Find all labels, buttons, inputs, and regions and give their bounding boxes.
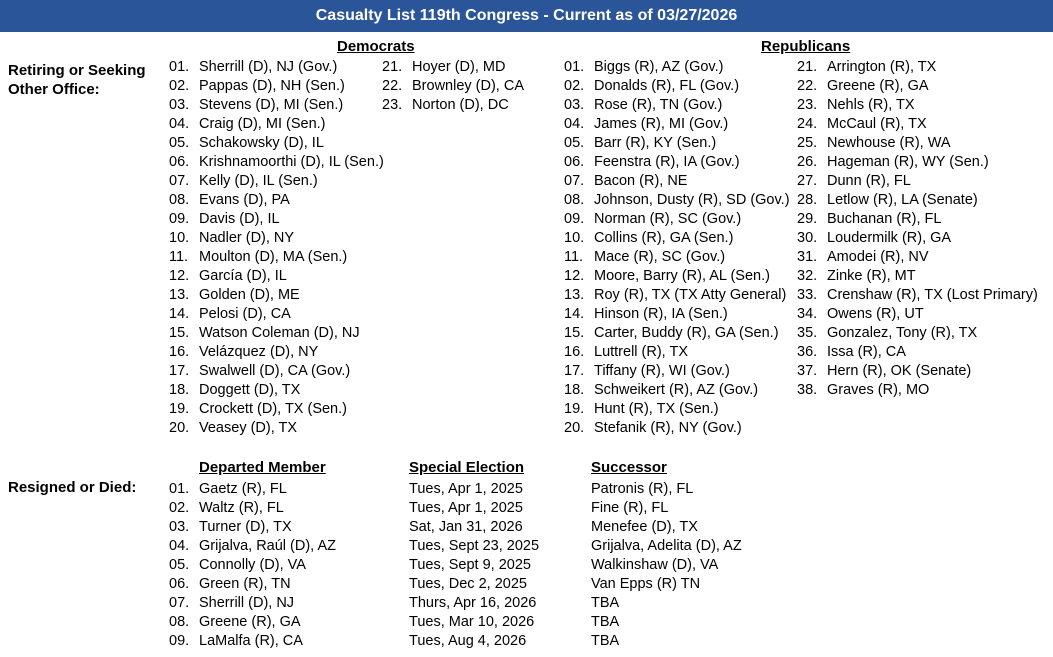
list-item bbox=[564, 77, 790, 96]
departed-member-name: Waltz (R), FL bbox=[199, 500, 284, 516]
list-item-number: 18. bbox=[564, 382, 585, 398]
special-election-date: Tues, Mar 10, 2026 bbox=[409, 614, 535, 630]
table-row bbox=[169, 537, 336, 556]
list-item-number: 10. bbox=[564, 230, 585, 246]
departed-member-name: Gaetz (R), FL bbox=[199, 481, 287, 497]
list-item bbox=[169, 96, 384, 115]
list-item bbox=[169, 343, 384, 362]
departed-member-header: Departed Member bbox=[199, 459, 326, 476]
row-number: 06. bbox=[169, 576, 190, 592]
special-election-date: Tues, Apr 1, 2025 bbox=[409, 481, 523, 497]
list-item-name: Collins (R), GA (Sen.) bbox=[594, 230, 734, 246]
table-row bbox=[169, 613, 336, 632]
row-number: 05. bbox=[169, 557, 190, 573]
departed-member-name: Sherrill (D), NJ bbox=[199, 595, 295, 611]
list-item-number: 31. bbox=[797, 249, 818, 265]
list-item-name: Johnson, Dusty (R), SD (Gov.) bbox=[594, 192, 790, 208]
list-item-name: Greene (R), GA bbox=[827, 78, 929, 94]
list-item-number: 08. bbox=[169, 192, 190, 208]
row-number: 04. bbox=[169, 538, 190, 554]
list-item-number: 04. bbox=[564, 116, 585, 132]
list-item-number: 20. bbox=[564, 420, 585, 436]
successor-name: Fine (R), FL bbox=[591, 500, 669, 516]
list-item bbox=[169, 172, 384, 191]
republicans-header: Republicans bbox=[761, 38, 851, 55]
list-item-number: 13. bbox=[169, 287, 190, 303]
list-item bbox=[169, 191, 384, 210]
list-item-name: Hoyer (D), MD bbox=[412, 59, 506, 75]
list-item bbox=[169, 248, 384, 267]
list-item bbox=[797, 153, 1038, 172]
special-election-date: Tues, Sept 9, 2025 bbox=[409, 557, 531, 573]
list-item-number: 17. bbox=[564, 363, 585, 379]
list-item-name: Stefanik (R), NY (Gov.) bbox=[594, 420, 742, 436]
list-item bbox=[169, 286, 384, 305]
list-item-name: García (D), IL bbox=[199, 268, 287, 284]
list-item bbox=[797, 229, 1038, 248]
list-item-name: Letlow (R), LA (Senate) bbox=[827, 192, 978, 208]
list-item-number: 19. bbox=[169, 401, 190, 417]
list-item bbox=[564, 343, 790, 362]
special-election-date: Tues, Aug 4, 2026 bbox=[409, 633, 527, 649]
successor-name: Walkinshaw (D), VA bbox=[591, 557, 719, 573]
list-item-name: McCaul (R), TX bbox=[827, 116, 927, 132]
list-item bbox=[169, 267, 384, 286]
special-election-column bbox=[409, 480, 539, 651]
list-item-number: 29. bbox=[797, 211, 818, 227]
list-item-name: Feenstra (R), IA (Gov.) bbox=[594, 154, 740, 170]
list-item-number: 15. bbox=[564, 325, 585, 341]
list-item bbox=[797, 96, 1038, 115]
list-item bbox=[382, 77, 524, 96]
list-item bbox=[564, 324, 790, 343]
list-item bbox=[797, 134, 1038, 153]
list-item bbox=[564, 172, 790, 191]
table-row bbox=[169, 575, 336, 594]
list-item-number: 36. bbox=[797, 344, 818, 360]
list-item bbox=[169, 153, 384, 172]
list-item bbox=[797, 191, 1038, 210]
successor-name: TBA bbox=[591, 595, 620, 611]
list-item-name: Hunt (R), TX (Sen.) bbox=[594, 401, 719, 417]
special-election-date: Sat, Jan 31, 2026 bbox=[409, 519, 523, 535]
table-row bbox=[169, 480, 336, 499]
list-item bbox=[797, 324, 1038, 343]
list-item-name: Doggett (D), TX bbox=[199, 382, 301, 398]
list-item bbox=[564, 58, 790, 77]
successor-name: TBA bbox=[591, 614, 620, 630]
list-item-number: 09. bbox=[564, 211, 585, 227]
list-item bbox=[797, 381, 1038, 400]
list-item-number: 13. bbox=[564, 287, 585, 303]
list-item bbox=[797, 77, 1038, 96]
row-number: 07. bbox=[169, 595, 190, 611]
list-item-number: 15. bbox=[169, 325, 190, 341]
list-item-name: Nehls (R), TX bbox=[827, 97, 915, 113]
list-item-name: Biggs (R), AZ (Gov.) bbox=[594, 59, 724, 75]
list-item-name: Swalwell (D), CA (Gov.) bbox=[199, 363, 351, 379]
list-item-name: Hern (R), OK (Senate) bbox=[827, 363, 972, 379]
list-item-name: Newhouse (R), WA bbox=[827, 135, 951, 151]
republicans-list-col1 bbox=[564, 58, 790, 438]
list-item-name: Buchanan (R), FL bbox=[827, 211, 942, 227]
list-item-number: 02. bbox=[169, 78, 190, 94]
successor-header: Successor bbox=[591, 459, 667, 476]
list-item-number: 19. bbox=[564, 401, 585, 417]
row-number: 08. bbox=[169, 614, 190, 630]
list-item-number: 05. bbox=[564, 135, 585, 151]
special-election-date: Tues, Sept 23, 2025 bbox=[409, 538, 540, 554]
list-item-number: 04. bbox=[169, 116, 190, 132]
list-item bbox=[169, 115, 384, 134]
list-item-number: 34. bbox=[797, 306, 818, 322]
list-item-number: 28. bbox=[797, 192, 818, 208]
list-item-name: Dunn (R), FL bbox=[827, 173, 911, 189]
list-item-name: Tiffany (R), WI (Gov.) bbox=[594, 363, 730, 379]
list-item bbox=[169, 305, 384, 324]
list-item-name: Schakowsky (D), IL bbox=[199, 135, 324, 151]
list-item bbox=[797, 58, 1038, 77]
list-item-number: 27. bbox=[797, 173, 818, 189]
list-item bbox=[564, 419, 790, 438]
successor-name: Menefee (D), TX bbox=[591, 519, 698, 535]
section-label-resigned: Resigned or Died: bbox=[8, 479, 137, 496]
list-item bbox=[564, 191, 790, 210]
list-item-name: Bacon (R), NE bbox=[594, 173, 688, 189]
list-item-number: 23. bbox=[797, 97, 818, 113]
row-number: 02. bbox=[169, 500, 190, 516]
democrats-list-col1 bbox=[169, 58, 384, 438]
list-item-name: Davis (D), IL bbox=[199, 211, 280, 227]
list-item-number: 11. bbox=[169, 249, 189, 265]
list-item bbox=[169, 400, 384, 419]
list-item bbox=[797, 115, 1038, 134]
special-election-date: Tues, Dec 2, 2025 bbox=[409, 576, 527, 592]
list-item bbox=[564, 267, 790, 286]
list-item bbox=[564, 210, 790, 229]
table-row bbox=[169, 518, 336, 537]
list-item-number: 23. bbox=[382, 97, 403, 113]
list-item-name: Veasey (D), TX bbox=[199, 420, 298, 436]
departed-member-name: Connolly (D), VA bbox=[199, 557, 306, 573]
list-item-number: 09. bbox=[169, 211, 190, 227]
republicans-list-col2 bbox=[797, 58, 1038, 400]
list-item bbox=[564, 381, 790, 400]
list-item bbox=[564, 134, 790, 153]
list-item bbox=[169, 324, 384, 343]
list-item-number: 12. bbox=[169, 268, 190, 284]
list-item-number: 11. bbox=[564, 249, 584, 265]
departed-member-name: Green (R), TN bbox=[199, 576, 291, 592]
list-item-number: 17. bbox=[169, 363, 190, 379]
list-item-name: Watson Coleman (D), NJ bbox=[199, 325, 360, 341]
list-item-name: Crockett (D), TX (Sen.) bbox=[199, 401, 347, 417]
list-item-name: Issa (R), CA bbox=[827, 344, 906, 360]
list-item-number: 37. bbox=[797, 363, 818, 379]
list-item-name: Stevens (D), MI (Sen.) bbox=[199, 97, 344, 113]
list-item-name: Nadler (D), NY bbox=[199, 230, 295, 246]
list-item-name: Crenshaw (R), TX (Lost Primary) bbox=[827, 287, 1038, 303]
successor-name: TBA bbox=[591, 633, 620, 649]
list-item bbox=[382, 96, 524, 115]
list-item-name: Sherrill (D), NJ (Gov.) bbox=[199, 59, 338, 75]
list-item-number: 35. bbox=[797, 325, 818, 341]
list-item-name: Roy (R), TX (TX Atty General) bbox=[594, 287, 787, 303]
list-item-name: Hinson (R), IA (Sen.) bbox=[594, 306, 728, 322]
list-item bbox=[564, 153, 790, 172]
list-item-number: 25. bbox=[797, 135, 818, 151]
list-item bbox=[169, 210, 384, 229]
table-row bbox=[169, 499, 336, 518]
list-item bbox=[169, 134, 384, 153]
list-item-number: 10. bbox=[169, 230, 190, 246]
list-item bbox=[797, 286, 1038, 305]
list-item bbox=[169, 58, 384, 77]
row-number: 01. bbox=[169, 481, 190, 497]
list-item-number: 24. bbox=[797, 116, 818, 132]
list-item-number: 07. bbox=[564, 173, 585, 189]
list-item-name: Rose (R), TN (Gov.) bbox=[594, 97, 723, 113]
list-item-number: 32. bbox=[797, 268, 818, 284]
list-item-name: Amodei (R), NV bbox=[827, 249, 929, 265]
list-item-number: 22. bbox=[797, 78, 818, 94]
list-item-number: 08. bbox=[564, 192, 585, 208]
table-row bbox=[169, 594, 336, 613]
list-item-name: Krishnamoorthi (D), IL (Sen.) bbox=[199, 154, 384, 170]
democrats-header: Democrats bbox=[337, 38, 415, 55]
list-item bbox=[169, 381, 384, 400]
section-label-retiring-line1: Retiring or Seeking bbox=[8, 62, 146, 79]
successor-name: Grijalva, Adelita (D), AZ bbox=[591, 538, 742, 554]
list-item-name: James (R), MI (Gov.) bbox=[594, 116, 729, 132]
list-item-number: 07. bbox=[169, 173, 190, 189]
list-item-number: 16. bbox=[564, 344, 585, 360]
list-item bbox=[564, 115, 790, 134]
list-item-number: 21. bbox=[797, 59, 818, 75]
list-item-number: 16. bbox=[169, 344, 190, 360]
list-item-name: Norman (R), SC (Gov.) bbox=[594, 211, 742, 227]
list-item bbox=[564, 286, 790, 305]
page-title: Casualty List 119th Congress - Current as of 03/27/2026 bbox=[0, 0, 1053, 32]
list-item bbox=[382, 58, 524, 77]
list-item bbox=[564, 248, 790, 267]
list-item-number: 14. bbox=[169, 306, 190, 322]
row-number: 09. bbox=[169, 633, 190, 649]
list-item bbox=[564, 96, 790, 115]
list-item bbox=[797, 267, 1038, 286]
list-item-name: Kelly (D), IL (Sen.) bbox=[199, 173, 318, 189]
list-item-name: Pelosi (D), CA bbox=[199, 306, 291, 322]
list-item-name: Velázquez (D), NY bbox=[199, 344, 319, 360]
list-item-name: Graves (R), MO bbox=[827, 382, 930, 398]
list-item bbox=[797, 343, 1038, 362]
list-item-name: Schweikert (R), AZ (Gov.) bbox=[594, 382, 759, 398]
table-row bbox=[169, 632, 336, 651]
list-item-number: 01. bbox=[564, 59, 585, 75]
departed-member-name: LaMalfa (R), CA bbox=[199, 633, 303, 649]
list-item-number: 12. bbox=[564, 268, 585, 284]
list-item-name: Gonzalez, Tony (R), TX bbox=[827, 325, 978, 341]
special-election-date: Tues, Apr 1, 2025 bbox=[409, 500, 523, 516]
successor-name: Van Epps (R) TN bbox=[591, 576, 701, 592]
list-item bbox=[169, 229, 384, 248]
list-item-name: Hageman (R), WY (Sen.) bbox=[827, 154, 989, 170]
list-item bbox=[797, 362, 1038, 381]
section-label-retiring bbox=[8, 61, 146, 99]
departed-member-name: Turner (D), TX bbox=[199, 519, 292, 535]
list-item-name: Loudermilk (R), GA bbox=[827, 230, 952, 246]
list-item-number: 30. bbox=[797, 230, 818, 246]
list-item-name: Carter, Buddy (R), GA (Sen.) bbox=[594, 325, 779, 341]
list-item-number: 05. bbox=[169, 135, 190, 151]
list-item-name: Mace (R), SC (Gov.) bbox=[594, 249, 726, 265]
list-item-number: 21. bbox=[382, 59, 403, 75]
list-item bbox=[797, 305, 1038, 324]
list-item-name: Brownley (D), CA bbox=[412, 78, 524, 94]
list-item-number: 18. bbox=[169, 382, 190, 398]
list-item bbox=[564, 362, 790, 381]
departed-member-name: Greene (R), GA bbox=[199, 614, 301, 630]
list-item-name: Moore, Barry (R), AL (Sen.) bbox=[594, 268, 770, 284]
list-item-name: Arrington (R), TX bbox=[827, 59, 937, 75]
list-item-number: 22. bbox=[382, 78, 403, 94]
row-number: 03. bbox=[169, 519, 190, 535]
list-item-name: Moulton (D), MA (Sen.) bbox=[199, 249, 348, 265]
section-label-retiring-line2: Other Office: bbox=[8, 81, 100, 98]
list-item-number: 14. bbox=[564, 306, 585, 322]
list-item bbox=[564, 305, 790, 324]
list-item bbox=[564, 229, 790, 248]
list-item bbox=[797, 248, 1038, 267]
special-election-date: Thurs, Apr 16, 2026 bbox=[409, 595, 537, 611]
departed-member-column bbox=[169, 480, 336, 651]
list-item bbox=[169, 362, 384, 381]
list-item-number: 38. bbox=[797, 382, 818, 398]
list-item-number: 20. bbox=[169, 420, 190, 436]
list-item-name: Pappas (D), NH (Sen.) bbox=[199, 78, 345, 94]
list-item-number: 26. bbox=[797, 154, 818, 170]
successor-column bbox=[591, 480, 742, 651]
table-row bbox=[169, 556, 336, 575]
list-item-name: Zinke (R), MT bbox=[827, 268, 916, 284]
list-item-name: Norton (D), DC bbox=[412, 97, 509, 113]
list-item-name: Barr (R), KY (Sen.) bbox=[594, 135, 717, 151]
list-item bbox=[564, 400, 790, 419]
list-item bbox=[169, 419, 384, 438]
list-item-name: Donalds (R), FL (Gov.) bbox=[594, 78, 740, 94]
democrats-list-col2 bbox=[382, 58, 524, 115]
list-item-name: Craig (D), MI (Sen.) bbox=[199, 116, 326, 132]
list-item bbox=[797, 210, 1038, 229]
special-election-header: Special Election bbox=[409, 459, 525, 476]
successor-name: Patronis (R), FL bbox=[591, 481, 694, 497]
list-item-number: 03. bbox=[564, 97, 585, 113]
list-item-number: 33. bbox=[797, 287, 818, 303]
departed-member-name: Grijalva, Raúl (D), AZ bbox=[199, 538, 336, 554]
list-item-name: Luttrell (R), TX bbox=[594, 344, 689, 360]
list-item-number: 06. bbox=[169, 154, 190, 170]
list-item-name: Golden (D), ME bbox=[199, 287, 300, 303]
list-item-number: 01. bbox=[169, 59, 190, 75]
list-item-number: 03. bbox=[169, 97, 190, 113]
list-item-number: 06. bbox=[564, 154, 585, 170]
list-item-number: 02. bbox=[564, 78, 585, 94]
list-item bbox=[169, 77, 384, 96]
list-item-name: Evans (D), PA bbox=[199, 192, 290, 208]
list-item-name: Owens (R), UT bbox=[827, 306, 924, 322]
list-item bbox=[797, 172, 1038, 191]
